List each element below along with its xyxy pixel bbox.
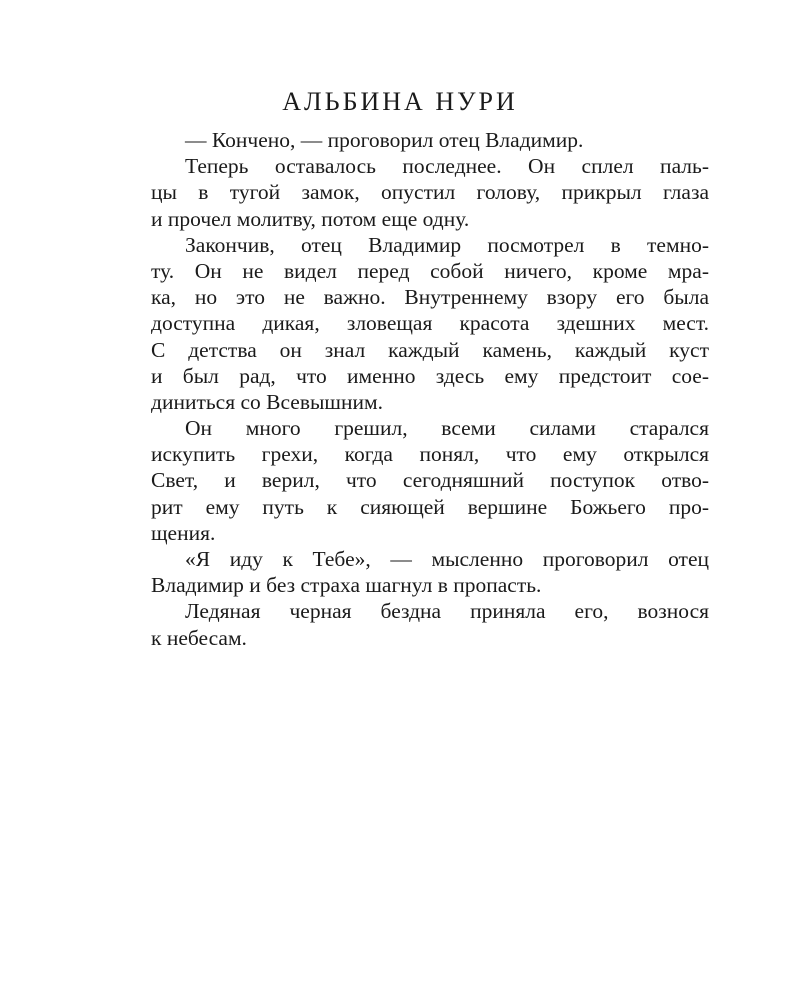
text-line: Он много грешил, всеми силами старался <box>185 416 709 441</box>
text-line: Закончив, отец Владимир посмотрел в темно- <box>185 232 709 257</box>
text-line: Владимир и без страха шагнул в пропасть. <box>151 573 542 598</box>
text-line: к небесам. <box>151 625 247 650</box>
text-line: Ледяная черная бездна приняла его, вознося <box>185 599 709 624</box>
text-line: искупить грехи, когда понял, что ему открылся <box>151 442 709 467</box>
paragraph <box>151 415 709 546</box>
text-line: и был рад, что именно здесь ему предстоит сое- <box>151 363 709 388</box>
text-line: «Я иду к Тебе», — мысленно проговорил отец <box>185 547 709 571</box>
running-header: АЛЬБИНА НУРИ <box>282 87 518 116</box>
text-line: цы в тугой замок, опустил голову, прикрыл глаза <box>151 180 709 205</box>
text-line: — Кончено, — проговорил отец Владимир. <box>185 128 584 152</box>
text-line: и прочел молитву, потом еще одну. <box>151 206 470 231</box>
text-line: рит ему путь к сияющей вершине Божьего про- <box>151 494 709 519</box>
text-line: щения. <box>151 520 216 545</box>
text-line: ка, но это не важно. Внутреннему взору его была <box>151 285 709 310</box>
paragraph <box>151 598 709 650</box>
body-text <box>151 127 709 651</box>
text-line: Свет, и верил, что сегодняшний поступок отво- <box>151 468 709 493</box>
paragraph <box>151 232 709 415</box>
paragraph <box>151 546 709 598</box>
paragraph <box>151 127 709 153</box>
text-line: доступна дикая, зловещая красота здешних мест. <box>151 311 709 336</box>
text-line: Теперь оставалось последнее. Он сплел паль- <box>185 154 709 179</box>
text-line: диниться со Всевышним. <box>151 389 383 414</box>
text-line: ту. Он не видел перед собой ничего, кроме мра- <box>151 258 709 283</box>
paragraph <box>151 153 709 232</box>
text-line: С детства он знал каждый камень, каждый куст <box>151 337 709 362</box>
